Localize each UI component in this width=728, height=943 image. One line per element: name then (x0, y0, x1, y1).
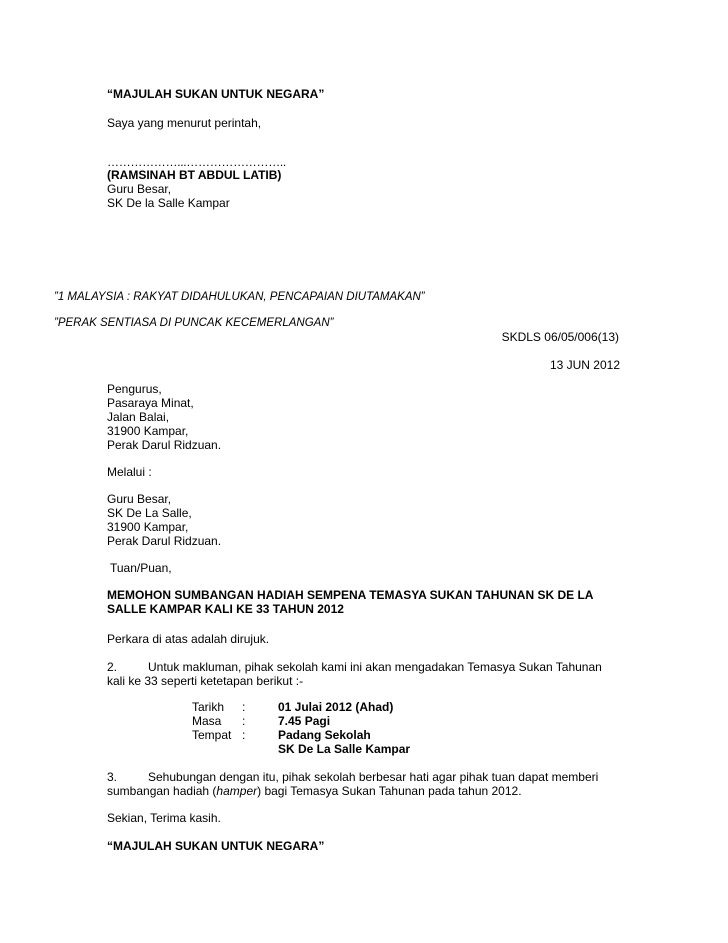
thanks-text: Sekian, Terima kasih. (107, 811, 221, 825)
salutation: Tuan/Puan, (110, 561, 172, 575)
slogan-1malaysia: ”1 MALAYSIA : RAKYAT DIDAHULUKAN, PENCAPAIAN DIUTAMAKAN” (54, 291, 425, 303)
detail-label-tarikh: Tarikh (192, 700, 225, 714)
subject-line-2: SALLE KAMPAR KALI KE 33 TAHUN 2012 (107, 602, 344, 616)
slogan-perak: ”PERAK SENTIASA DI PUNCAK KECEMERLANGAN” (54, 317, 334, 329)
recipient-line: Pengurus, (107, 382, 162, 396)
via-line: SK De La Salle, (107, 506, 192, 520)
via-line: Perak Darul Ridzuan. (107, 534, 222, 548)
recipient-line: Pasaraya Minat, (107, 396, 194, 410)
subject-line-1: MEMOHON SUMBANGAN HADIAH SEMPENA TEMASYA SUKAN TAHUNAN SK DE LA (107, 588, 594, 602)
detail-colon: : (242, 714, 246, 728)
recipient-line: Perak Darul Ridzuan. (107, 438, 222, 452)
paragraph-2-line-1: Untuk makluman, pihak sekolah kami ini akan mengadakan Temasya Sukan Tahunan (148, 660, 602, 674)
recipient-line: 31900 Kampar, (107, 424, 189, 438)
detail-value-tempat: Padang Sekolah (278, 728, 371, 742)
recipient-line: Jalan Balai, (107, 410, 170, 424)
signatory-school: SK De la Salle Kampar (107, 196, 230, 210)
letter-date: 13 JUN 2012 (549, 358, 620, 372)
paragraph-3-text-a: sumbangan hadiah ( (107, 784, 217, 798)
detail-label-tempat: Tempat (192, 728, 232, 742)
paragraph-2-line-2: kali ke 33 seperti ketetapan berikut :- (107, 674, 304, 688)
via-label: Melalui : (107, 465, 152, 479)
detail-value-masa: 7.45 Pagi (278, 714, 331, 728)
signatory-title: Guru Besar, (107, 182, 172, 196)
detail-colon: : (242, 700, 246, 714)
detail-label-masa: Masa (192, 714, 222, 728)
detail-value-tempat-extra: SK De La Salle Kampar (278, 742, 411, 756)
paragraph-3-text-b: ) bagi Temasya Sukan Tahunan pada tahun 2012. (257, 784, 522, 798)
via-line: 31900 Kampar, (107, 520, 189, 534)
paragraph-3-line-1: Sehubungan dengan itu, pihak sekolah berbesar hati agar pihak tuan dapat memberi (148, 770, 599, 784)
signature-line: ………………...…………………….. (107, 155, 286, 169)
paragraph-1: Perkara di atas adalah dirujuk. (107, 632, 270, 646)
paragraph-3-number: 3. (107, 770, 118, 784)
reference-number: SKDLS 06/05/006(13) (501, 330, 619, 344)
via-line: Guru Besar, (107, 492, 172, 506)
signatory-name: (RAMSINAH BT ABDUL LATIB) (107, 168, 282, 182)
motto-top: “MAJULAH SUKAN UNTUK NEGARA” (107, 87, 325, 101)
paragraph-3-line-2 (107, 784, 522, 799)
detail-value-tarikh: 01 Julai 2012 (Ahad) (278, 700, 394, 714)
paragraph-2-number: 2. (107, 660, 118, 674)
detail-colon: : (242, 728, 246, 742)
paragraph-3-italic-hamper: hamper (216, 784, 258, 798)
closing-text: Saya yang menurut perintah, (107, 116, 262, 130)
motto-bottom: “MAJULAH SUKAN UNTUK NEGARA” (107, 839, 325, 853)
